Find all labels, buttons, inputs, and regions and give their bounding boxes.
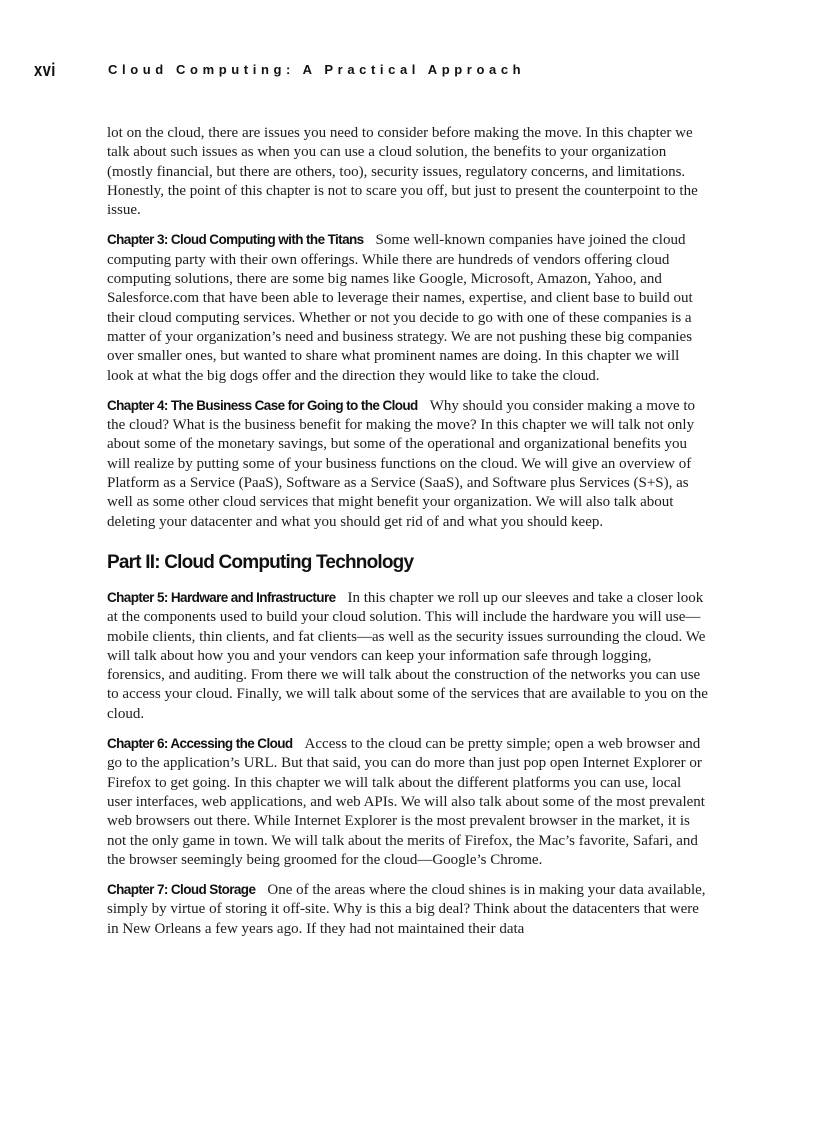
chapter-7-heading: Chapter 7: Cloud Storage bbox=[107, 882, 256, 898]
chapter-3-heading: Chapter 3: Cloud Computing with the Titans bbox=[107, 232, 364, 248]
chapter-4-entry bbox=[107, 396, 709, 532]
chapter-6-entry bbox=[107, 734, 709, 870]
page-number: xvi bbox=[34, 60, 56, 80]
page-body bbox=[107, 124, 709, 949]
part-2-heading: Part II: Cloud Computing Technology bbox=[107, 551, 414, 573]
chapter-3-entry bbox=[107, 230, 709, 385]
running-head bbox=[34, 60, 794, 82]
chapter-5-text: In this chapter we roll up our sleeves and take a closer look at the components used to build your cloud solution. This will include the hardware you will use—mobile clients, thin clients, and fat clients—as well as the security issues surrounding the cloud. We will talk about how you and your vendors can keep your information safe through logging, forensics, and auditing. From there we will talk about the construction of the networks you can use to access your cloud. Finally, we will talk about some of the services that are available to you on the cloud. bbox=[107, 589, 708, 722]
intro-paragraph: lot on the cloud, there are issues you need to consider before making the move. In this chapter we talk about such issues as when you can use a cloud solution, the benefits to your organization (mostly financial, but there are others, too), security issues, regulatory concerns, and limitations. Honestly, the point of this chapter is not to scare you off, but just to present the counterpoint to the issue. bbox=[107, 125, 698, 219]
chapter-3-text: Some well-known companies have joined the cloud computing party with their own offerings. While there are hundreds of vendors offering cloud computing solutions, there are some big names like Google, Microsoft, Amazon, Yahoo, and Salesforce.com that have been able to leverage their names, expertise, and client base to build out their cloud computing services. Whether or not you decide to go with one of these companies is a matter of your organization’s need and business strategy. We are not pushing these big companies over smaller ones, but wanted to share what prominent names are doing. In this chapter we will look at what the big dogs offer and the direction they would like to take the cloud. bbox=[107, 232, 693, 384]
chapter-7-text: One of the areas where the cloud shines is in making your data available, simply by virtue of storing it off-site. Why is this a big deal? Think about the datacenters that were in New Orleans a few years ago. If they had not maintained their data bbox=[107, 882, 706, 937]
chapter-4-text: Why should you consider making a move to the cloud? What is the business benefit for making the move? In this chapter we will talk not only about some of the monetary savings, but some of the operational and organizational benefits you will realize by putting some of your business functions on the cloud. We will give an overview of Platform as a Service (PaaS), Software as a Service (SaaS), and Software plus Services (S+S), as well as some other cloud services that might benefit your organization. We will also talk about deleting your datacenter and what you should get rid of and what you should keep. bbox=[107, 397, 696, 530]
chapter-6-heading: Chapter 6: Accessing the Cloud bbox=[107, 736, 293, 752]
chapter-5-entry bbox=[107, 588, 709, 724]
chapter-7-entry bbox=[107, 880, 709, 939]
chapter-4-heading: Chapter 4: The Business Case for Going to the Cloud bbox=[107, 397, 418, 413]
chapter-5-heading: Chapter 5: Hardware and Infrastructure bbox=[107, 589, 336, 605]
book-title: Cloud Computing: A Practical Approach bbox=[108, 62, 526, 77]
chapter-6-text: Access to the cloud can be pretty simple; open a web browser and go to the application’s URL. But that said, you can do more than just pop open Internet Explorer or Firefox to get going. In this chapter we will talk about the different platforms you can use, local user interfaces, web applications, and web APIs. We will also talk about some of the most prevalent web browsers out there. While Internet Explorer is the most prevalent browser in the market, it is not the only game in town. We will talk about the merits of Firefox, the Mac’s favorite, Safari, and the browser seemingly being groomed for the cloud—Google’s Chrome. bbox=[107, 736, 705, 868]
